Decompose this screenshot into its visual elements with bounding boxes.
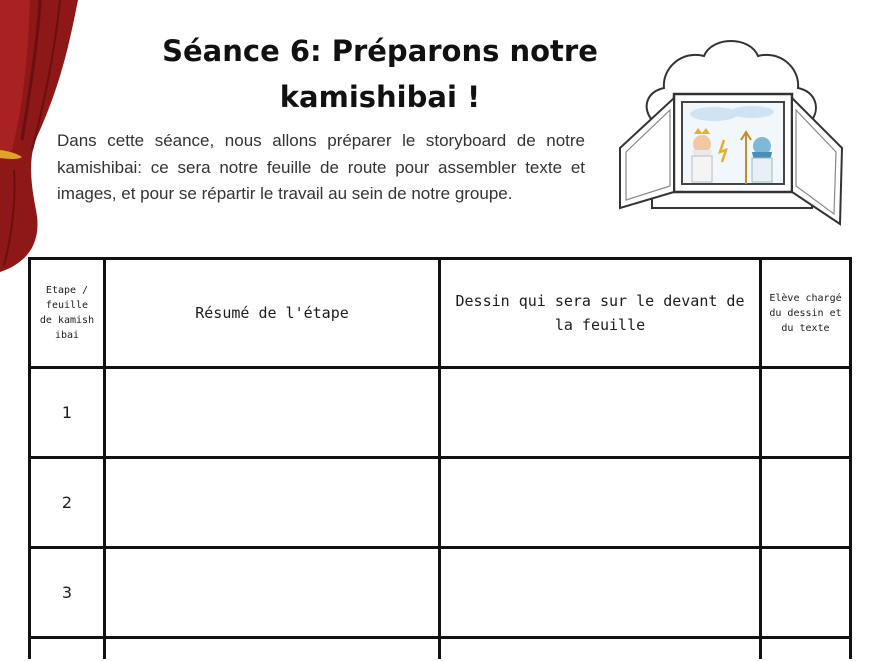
- table-row: [30, 458, 851, 548]
- table-row: [30, 368, 851, 458]
- header-step: Etape / feuille de kamish ibai: [30, 259, 105, 368]
- table-row: [30, 548, 851, 638]
- row-summary-cell[interactable]: [105, 368, 440, 458]
- row-student-cell[interactable]: [761, 638, 851, 660]
- header-drawing: Dessin qui sera sur le devant de la feuille: [440, 259, 761, 368]
- row-step-cell: 2: [30, 458, 105, 548]
- row-step-cell: 1: [30, 368, 105, 458]
- row-drawing-cell[interactable]: [440, 368, 761, 458]
- row-summary-cell[interactable]: [105, 638, 440, 660]
- row-summary-cell[interactable]: [105, 458, 440, 548]
- row-student-cell[interactable]: [761, 548, 851, 638]
- table-row: [30, 638, 851, 660]
- title-line-2: kamishibai !: [279, 80, 481, 114]
- row-student-cell[interactable]: [761, 458, 851, 548]
- table-header-row: [30, 259, 851, 368]
- row-step-cell: 3: [30, 548, 105, 638]
- row-step-cell: [30, 638, 105, 660]
- header-student: Elève chargé du dessin et du texte: [761, 259, 851, 368]
- page-title: [110, 28, 650, 120]
- kamishibai-theater-icon: [612, 28, 850, 233]
- row-drawing-cell[interactable]: [440, 548, 761, 638]
- row-drawing-cell[interactable]: [440, 458, 761, 548]
- row-drawing-cell[interactable]: [440, 638, 761, 660]
- header-summary: Résumé de l'étape: [105, 259, 440, 368]
- title-line-1: Séance 6: Préparons notre: [162, 34, 598, 68]
- row-student-cell[interactable]: [761, 368, 851, 458]
- row-summary-cell[interactable]: [105, 548, 440, 638]
- storyboard-table: [28, 257, 852, 659]
- intro-paragraph: Dans cette séance, nous allons préparer le storyboard de notre kamishibai: ce sera notre feuille de route pour assembler texte et images, et pour se répartir le travail au sein de notre groupe.: [57, 131, 585, 203]
